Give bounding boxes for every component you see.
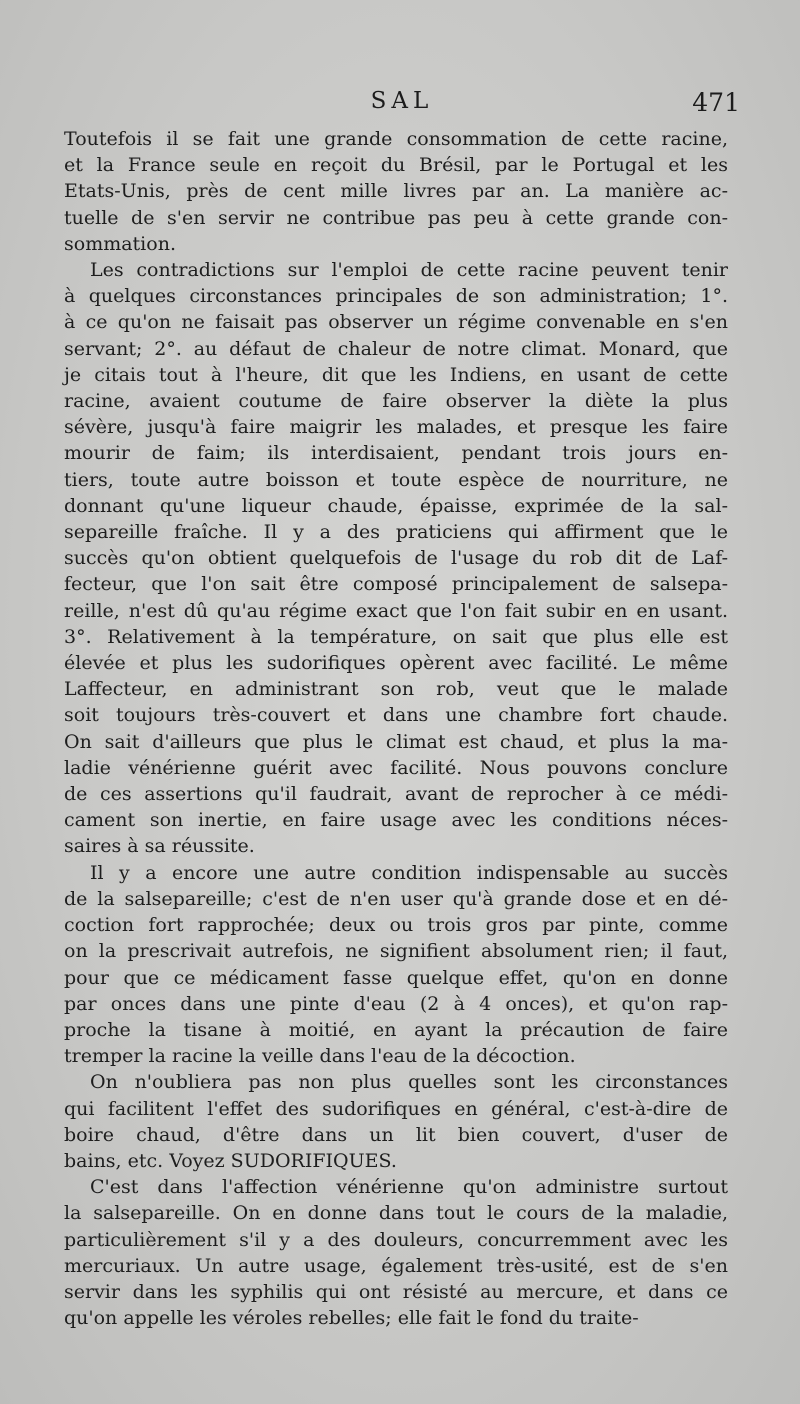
text-line: coction fort rapprochée; deux ou trois gros par pinte, comme [64,914,728,937]
text-line: on la prescrivait autrefois, ne signifient absolument rien; il faut, [64,940,728,963]
text-line: à ce qu'on ne faisait pas observer un régime convenable en s'en [64,311,728,334]
text-line: servir dans les syphilis qui ont résisté au mercure, et dans ce [64,1280,728,1303]
text-line: cament son inertie, en faire usage avec les conditions néces- [64,809,728,832]
running-head: SAL [370,88,434,114]
text-line: soit toujours très-couvert et dans une chambre fort chaude. [64,704,728,727]
text-line: succès qu'on obtient quelquefois de l'usage du rob dit de Laf- [64,547,728,570]
text-line: mourir de faim; ils interdisaient, pendant trois jours en- [64,442,728,465]
text-line: tremper la racine la veille dans l'eau de la décoction. [64,1045,576,1068]
text-line: Etats-Unis, près de cent mille livres par an. La manière ac- [64,180,728,203]
text-line: On sait d'ailleurs que plus le climat est chaud, et plus la ma- [64,730,728,753]
text-line: donnant qu'une liqueur chaude, épaisse, exprimée de la sal- [64,494,728,517]
text-line: élevée et plus les sudorifiques opèrent avec facilité. Le même [64,652,728,675]
text-line: Toutefois il se fait une grande consommation de cette racine, [64,128,728,150]
text-line: proche la tisane à moitié, en ayant la précaution de faire [64,1018,728,1041]
text-line: et la France seule en reçoit du Brésil, par le Portugal et les [64,154,728,177]
text-line: fecteur, que l'on sait être composé principalement de salsepa- [64,573,728,596]
body-text [64,126,728,1331]
text-line: la salsepareille. On en donne dans tout le cours de la maladie, [64,1202,728,1225]
text-line: servant; 2°. au défaut de chaleur de notre climat. Monard, que [64,337,728,360]
text-line: de la salsepareille; c'est de n'en user qu'à grande dose et en dé- [64,887,728,910]
text-line: ladie vénérienne guérit avec facilité. Nous pouvons conclure [64,756,728,779]
text-line: saires à sa réussite. [64,835,255,858]
text-line: tuelle de s'en servir ne contribue pas peu à cette grande con- [64,206,728,229]
text-line: boire chaud, d'être dans un lit bien couvert, d'user de [64,1123,728,1146]
text-line: qu'on appelle les véroles rebelles; elle fait le fond du traite- [64,1307,639,1330]
text-line: sommation. [64,232,176,255]
text-line: particulièrement s'il y a des douleurs, concurremment avec les [64,1228,728,1251]
text-line: bains, etc. Voyez SUDORIFIQUES. [64,1149,397,1172]
text-line: Il y a encore une autre condition indispensable au succès [90,861,728,884]
text-line: de ces assertions qu'il faudrait, avant de reprocher à ce médi- [64,783,728,806]
text-line: Les contradictions sur l'emploi de cette racine peuvent tenir [90,259,728,282]
text-line: à quelques circonstances principales de son administration; 1°. [64,285,728,308]
text-line: 3°. Relativement à la température, on sait que plus elle est [64,625,728,648]
paragraph [64,1174,728,1331]
text-line: tiers, toute autre boisson et toute espèce de nourriture, ne [64,468,728,491]
paragraph [64,257,728,860]
text-line: reille, n'est dû qu'au régime exact que l'on fait subir en en usant. [64,599,728,622]
text-line: je citais tout à l'heure, dit que les Indiens, en usant de cette [64,363,728,386]
text-line: sévère, jusqu'à faire maigrir les malades, et presque les faire [64,416,728,439]
text-line: separeille fraîche. Il y a des praticiens qui affirment que le [64,521,728,544]
text-line: C'est dans l'affection vénérienne qu'on administre surtout [90,1176,728,1199]
paragraph [64,1069,728,1174]
page-header [64,88,740,124]
page-number: 471 [692,88,740,117]
text-line: racine, avaient coutume de faire observer la diète la plus [64,390,728,413]
text-line: qui facilitent l'effet des sudorifiques en général, c'est-à-dire de [64,1097,728,1120]
text-line: Laffecteur, en administrant son rob, veut que le malade [64,678,728,701]
paragraph [64,126,728,257]
text-line: pour que ce médicament fasse quelque effet, qu'on en donne [64,966,728,989]
text-line: par onces dans une pinte d'eau (2 à 4 onces), et qu'on rap- [64,992,728,1015]
text-line: On n'oubliera pas non plus quelles sont les circonstances [90,1071,728,1094]
paragraph [64,860,728,1070]
text-line: mercuriaux. Un autre usage, également très-usité, est de s'en [64,1254,728,1277]
